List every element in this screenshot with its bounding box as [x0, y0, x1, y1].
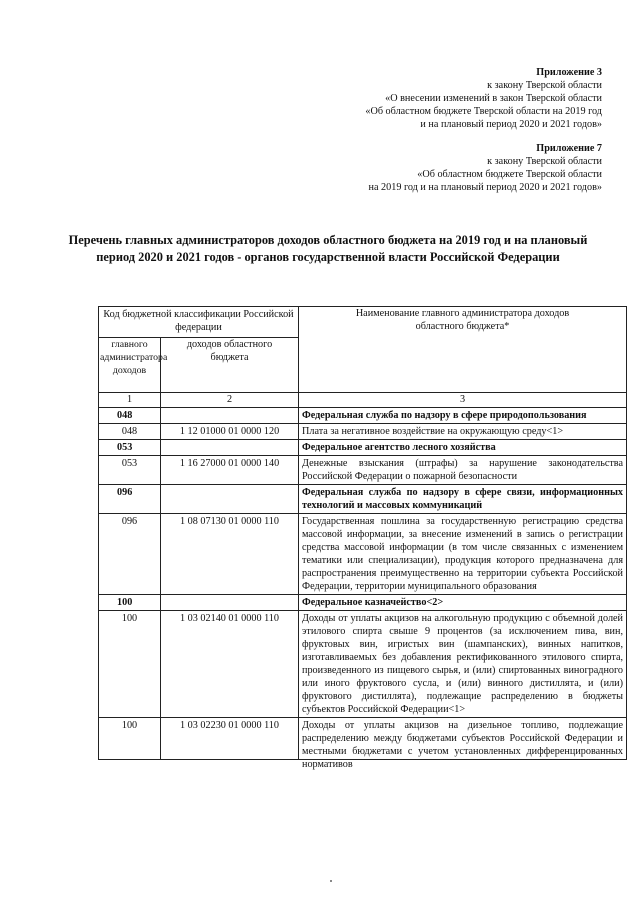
admin-code-cell: 048 — [99, 424, 161, 440]
header-code-group: Код бюджетной классификации Российской федерации — [99, 307, 299, 338]
budget-code-cell: 1 12 01000 01 0000 120 — [161, 424, 299, 440]
header-admin-column: главного администратора доходов — [99, 338, 161, 393]
budget-code-cell: 1 08 07130 01 0000 110 — [161, 514, 299, 595]
appendix-7-line: на 2019 год и на плановый период 2020 и 2021 годов» — [368, 182, 602, 193]
budget-code-cell — [161, 485, 299, 514]
table-row — [99, 718, 627, 760]
header-name-column: Наименование главного администратора доходов областного бюджета* — [299, 307, 627, 393]
name-cell — [299, 718, 627, 770]
name-cell: Федеральное казначейство<2> — [299, 595, 627, 611]
admin-code-cell: 100 — [99, 718, 161, 760]
document-title: Перечень главных администраторов доходов областного бюджета на 2019 год и на плановый период 2020 и 2021 годов - органов государственной власти Российской Федерации — [68, 233, 588, 264]
budget-code-cell — [161, 595, 299, 611]
column-number: 2 — [161, 393, 299, 408]
admin-code-cell: 100 — [99, 611, 161, 718]
table-row — [99, 611, 627, 718]
name-cell: Федеральная служба по надзору в сфере связи, информационных технологий и массовых коммуникаций — [299, 485, 627, 514]
table-row — [99, 485, 627, 514]
appendix-3-line: к закону Тверской области — [487, 80, 602, 91]
appendix-3 — [365, 66, 602, 131]
name-cell: Плата за негативное воздействие на окружающую среду<1> — [299, 424, 627, 440]
budget-code-cell: 1 03 02140 01 0000 110 — [161, 611, 299, 718]
appendix-7-line: к закону Тверской области — [487, 156, 602, 167]
admin-code-cell: 100 — [99, 595, 161, 611]
table-row — [99, 408, 627, 424]
column-number: 3 — [299, 393, 627, 408]
name-cell: Денежные взыскания (штрафы) за нарушение законодательства Российской Федерации о пожарной безопасности — [299, 456, 627, 485]
admin-code-cell: 096 — [99, 485, 161, 514]
budget-code-cell: 1 03 02230 01 0000 110 — [161, 718, 299, 760]
column-number: 1 — [99, 393, 161, 408]
budget-code-cell — [161, 408, 299, 424]
appendix-7-line: «Об областном бюджете Тверской области — [417, 169, 602, 180]
table-row — [99, 514, 627, 595]
table-row — [99, 440, 627, 456]
admin-code-cell: 053 — [99, 440, 161, 456]
appendix-7-title: Приложение 7 — [536, 143, 602, 154]
name-cell: Государственная пошлина за государственную регистрацию средства массовой информации, за внесение изменений в запись о регистрации средства массовой информации (в том числе связанных с изменением тематики или специализации), продукция которого предназначена для распространения преимущественно на территории субъекта Российской Федерации, территории муниципального образования — [299, 514, 627, 595]
admin-code-cell: 096 — [99, 514, 161, 595]
table-row — [99, 456, 627, 485]
admin-code-cell: 053 — [99, 456, 161, 485]
appendix-3-line: «О внесении изменений в закон Тверской области — [385, 93, 602, 104]
admin-code-cell: 048 — [99, 408, 161, 424]
name-cell-text: Доходы от уплаты акцизов на дизельное топливо, подлежащие распределению между бюджетами субъектов Российской Федерации и местными бюджетами с учетом установленных дифференцированных нормативов — [302, 720, 624, 770]
name-cell: Федеральное агентство лесного хозяйства — [299, 440, 627, 456]
appendix-7 — [369, 142, 602, 194]
appendix-3-line: и на плановый период 2020 и 2021 годов» — [420, 119, 602, 130]
administrators-table — [98, 306, 627, 770]
header-income-column: доходов областного бюджета — [161, 338, 299, 393]
budget-code-cell: 1 16 27000 01 0000 140 — [161, 456, 299, 485]
name-cell: Федеральная служба по надзору в сфере природопользования — [299, 408, 627, 424]
name-cell: Доходы от уплаты акцизов на алкогольную продукцию с объемной долей этилового спирта свыше 9 процентов (за исключением пива, вин, фруктовых вин, игристых вин (шампанских), винных напитков, изготавливаемых без добавления ректификованного этилового спирта, произведенного из пищевого сырья, и (или) спиртованных виноградного или иного фруктового сусла, и (или) винного дистиллята, и (или) фруктового дистиллята), подлежащие распределению в бюджеты субъектов Российской Федерации<1> — [299, 611, 627, 718]
appendix-3-line: «Об областном бюджете Тверской области на 2019 год — [365, 106, 602, 117]
table-row — [99, 595, 627, 611]
budget-code-cell — [161, 440, 299, 456]
appendix-3-title: Приложение 3 — [536, 67, 602, 78]
table-row — [99, 424, 627, 440]
scan-dot — [330, 880, 332, 882]
